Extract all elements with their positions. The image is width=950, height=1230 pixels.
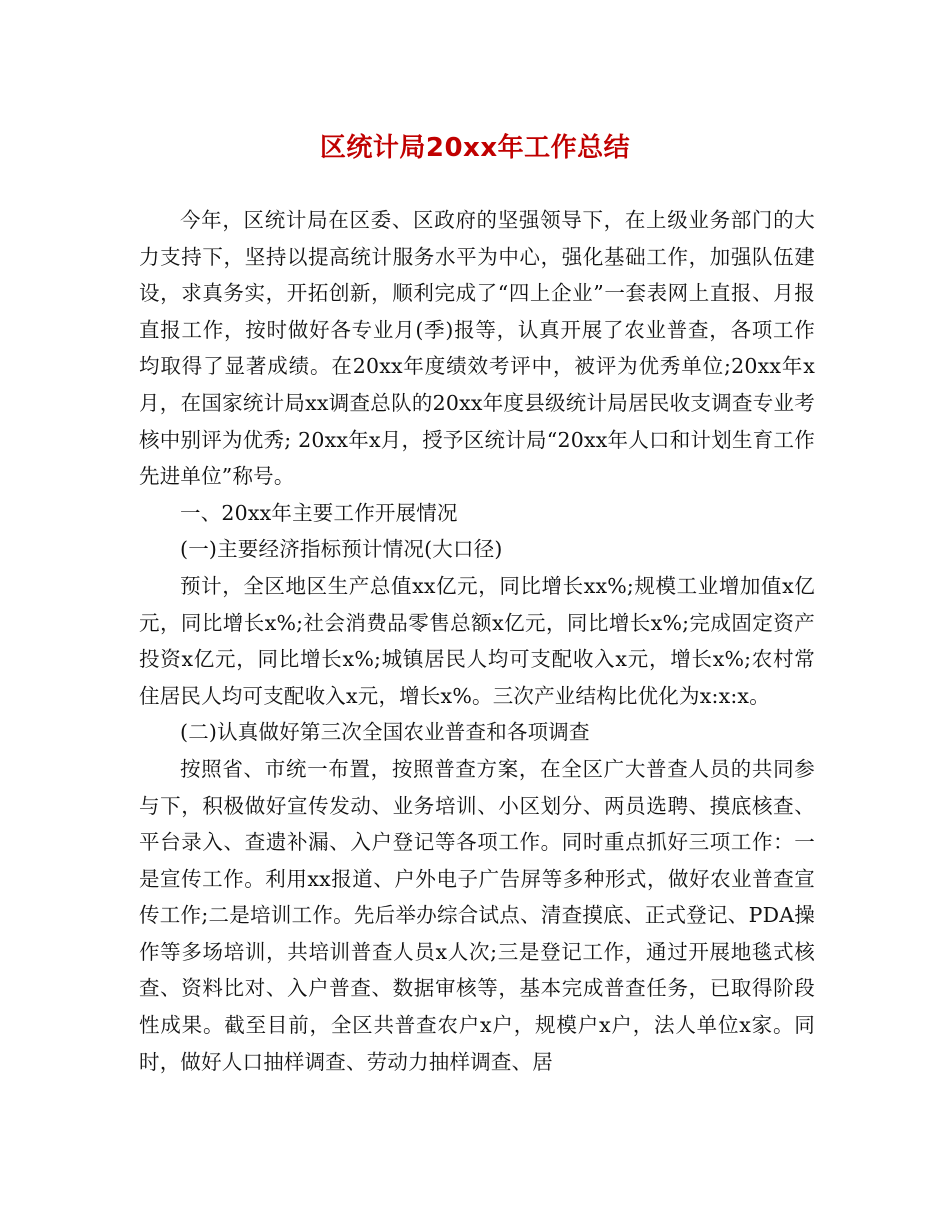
paragraph-economic-indicators: 预计，全区地区生产总值xx亿元，同比增长xx%;规模工业增加值x亿元，同比增长x%;社会消费品零售总额x亿元，同比增长x%;完成固定资产投资x亿元，同比增长x%;城镇居民人均可支配收入x元，增长x%;农村常住居民人均可支配收入x元，增长x%。三次产业结构比优化为x:x:x。: [139, 573, 815, 708]
document-title: 区统计局20xx年工作总结: [319, 133, 631, 163]
document-body: [139, 202, 815, 1080]
subsection-heading-agricultural-census: (二)认真做好第三次全国农业普查和各项调查: [180, 720, 590, 745]
section-heading-main-work: 一、20xx年主要工作开展情况: [180, 500, 458, 525]
paragraph-intro: 今年，区统计局在区委、区政府的坚强领导下，在上级业务部门的大力支持下，坚持以提高统计服务水平为中心，强化基础工作，加强队伍建设，求真务实，开拓创新，顺利完成了“四上企业”一套表网上直报、月报直报工作，按时做好各专业月(季)报等，认真开展了农业普查，各项工作均取得了显著成绩。在20xx年度绩效考评中，被评为优秀单位;20xx年x月，在国家统计局xx调查总队的20xx年度县级统计局居民收支调查专业考核中别评为优秀; 20xx年x月，授予区统计局“20xx年人口和计划生育工作先进单位”称号。: [139, 208, 815, 489]
paragraph-agricultural-census: 按照省、市统一布置，按照普查方案，在全区广大普查人员的共同参与下，积极做好宣传发动、业务培训、小区划分、两员选聘、摸底核查、平台录入、查遗补漏、入户登记等各项工作。同时重点抓好三项工作：一是宣传工作。利用xx报道、户外电子广告屏等多种形式，做好农业普查宣传工作;二是培训工作。先后举办综合试点、清查摸底、正式登记、PDA操作等多场培训，共培训普查人员x人次;三是登记工作，通过开展地毯式核查、资料比对、入户普查、数据审核等，基本完成普查任务，已取得阶段性成果。截至目前，全区共普查农户x户，规模户x户，法人单位x家。同时，做好人口抽样调查、劳动力抽样调查、居: [139, 756, 815, 1074]
subsection-heading-economic-indicators: (一)主要经济指标预计情况(大口径): [180, 537, 503, 562]
